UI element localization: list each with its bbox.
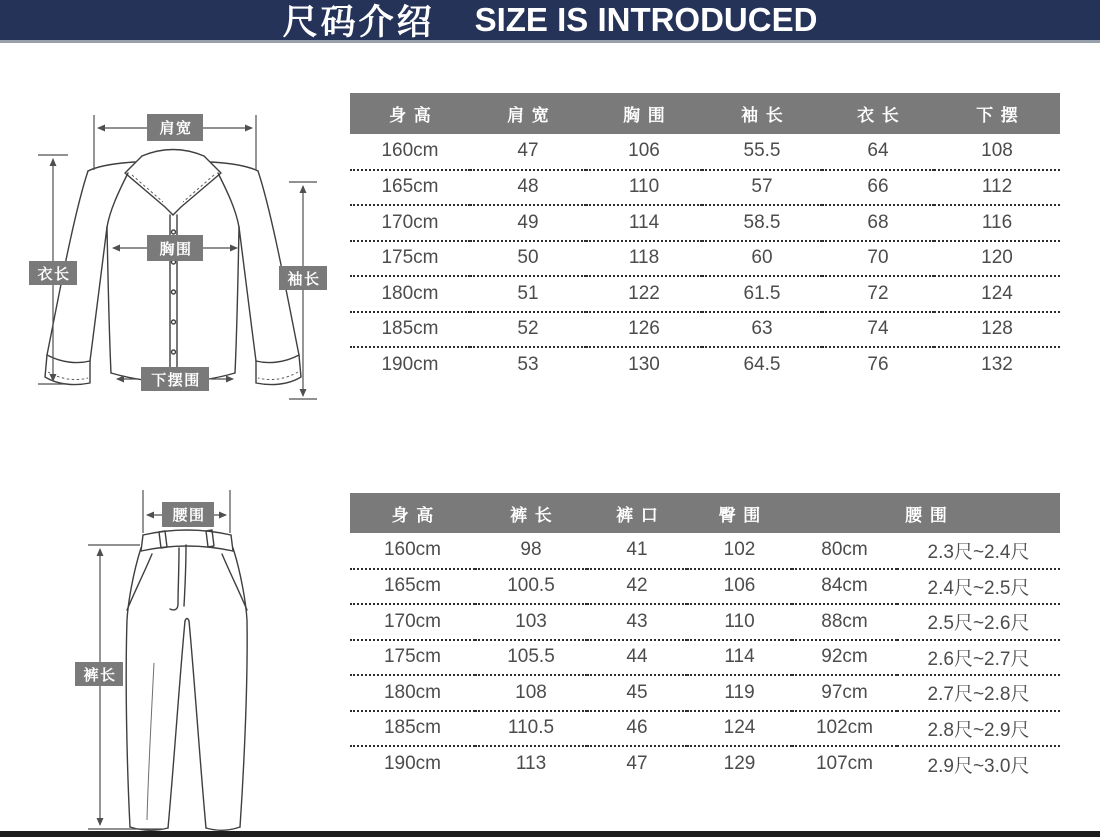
- pants-line-drawing: [0, 478, 350, 833]
- sleeve-length-label: 袖长: [287, 271, 321, 288]
- table-row: [350, 276, 1060, 312]
- table-cell: 180cm: [383, 681, 442, 703]
- table-cell: 49: [517, 211, 539, 233]
- table-cell: 175cm: [381, 247, 439, 269]
- col-header-pants-length: 裤长: [475, 493, 587, 533]
- table-cell: 170cm: [383, 610, 442, 632]
- table-cell: 114: [628, 211, 660, 233]
- table-cell: 50: [517, 247, 539, 269]
- table-cell: 105.5: [507, 646, 555, 668]
- table-cell: 53: [517, 354, 539, 376]
- page-title-english: SIZE IS INTRODUCED: [474, 1, 818, 38]
- table-cell: 47: [626, 753, 648, 775]
- col-header-hem: 下摆: [934, 93, 1060, 134]
- title-bar: [0, 0, 1100, 43]
- col-header-shoulder: 肩宽: [470, 93, 586, 134]
- table-cell: 102: [723, 539, 756, 561]
- shirt-line-drawing: [0, 55, 345, 420]
- table-cell: 120: [981, 247, 1013, 269]
- pants-size-table: [350, 493, 1060, 782]
- table-cell: 108: [515, 681, 547, 703]
- garment-length-label: 衣长: [37, 266, 71, 283]
- table-cell: 92cm: [821, 646, 868, 668]
- table-cell: 51: [517, 282, 539, 304]
- col-header-leg-opening: 裤口: [587, 493, 687, 533]
- shirt-table-body: [350, 134, 1060, 383]
- table-cell: 47: [517, 140, 539, 162]
- table-cell: 46: [626, 717, 648, 739]
- table-cell: 165cm: [381, 176, 439, 198]
- table-cell: 180cm: [381, 282, 439, 304]
- page-title-chinese: 尺码介绍: [282, 3, 435, 42]
- table-cell: 45: [626, 681, 648, 703]
- table-cell: 64.5: [743, 354, 781, 376]
- table-cell: 98: [520, 539, 542, 561]
- table-cell: 165cm: [383, 575, 442, 597]
- table-cell: 63: [751, 318, 773, 340]
- table-cell: 2.5尺~2.6尺: [927, 613, 1030, 635]
- table-row: [350, 205, 1060, 241]
- table-row: [350, 241, 1060, 277]
- table-cell: 106: [628, 140, 660, 162]
- col-header-hip: 臀围: [687, 493, 792, 533]
- table-row: [350, 533, 1060, 569]
- table-cell: 70: [867, 247, 889, 269]
- table-cell: 97cm: [821, 681, 868, 703]
- table-cell: 116: [981, 211, 1013, 233]
- table-cell: 72: [867, 282, 889, 304]
- table-cell: 2.8尺~2.9尺: [927, 719, 1030, 741]
- col-header-height: 身高: [350, 93, 470, 134]
- table-cell: 110: [628, 176, 660, 198]
- shirt-table-header: [350, 93, 1060, 134]
- table-cell: 41: [626, 539, 648, 561]
- table-cell: 66: [867, 176, 889, 198]
- table-cell: 114: [724, 646, 755, 668]
- pants-table-header: [350, 493, 1060, 533]
- table-cell: 84cm: [821, 575, 868, 597]
- table-cell: 107cm: [815, 753, 874, 775]
- table-cell: 122: [628, 282, 660, 304]
- table-cell: 175cm: [383, 646, 442, 668]
- table-row: [350, 347, 1060, 383]
- col-header-chest: 胸围: [586, 93, 702, 134]
- table-cell: 129: [723, 753, 756, 775]
- table-cell: 2.9尺~3.0尺: [927, 755, 1030, 777]
- table-cell: 2.3尺~2.4尺: [927, 541, 1030, 563]
- table-cell: 190cm: [383, 753, 442, 775]
- table-cell: 124: [723, 717, 756, 739]
- table-cell: 43: [626, 610, 648, 632]
- table-cell: 103: [515, 610, 547, 632]
- waist-label: 腰围: [172, 507, 206, 524]
- table-cell: 110: [724, 610, 755, 632]
- table-row: [350, 569, 1060, 605]
- table-cell: 60: [751, 247, 773, 269]
- table-cell: 74: [867, 318, 889, 340]
- pants-length-label: 裤长: [83, 667, 117, 684]
- pants-measurement-diagram: [0, 478, 350, 833]
- table-cell: 100.5: [507, 575, 555, 597]
- table-cell: 185cm: [381, 318, 439, 340]
- col-header-waist: 腰围: [792, 493, 1060, 533]
- table-cell: 170cm: [381, 211, 439, 233]
- table-cell: 44: [626, 646, 648, 668]
- table-cell: 108: [981, 140, 1013, 162]
- table-cell: 88cm: [821, 610, 868, 632]
- table-cell: 68: [867, 211, 889, 233]
- table-cell: 64: [867, 140, 889, 162]
- hem-label: 下摆围: [151, 372, 201, 389]
- table-row: [350, 746, 1060, 782]
- table-cell: 2.6尺~2.7尺: [927, 648, 1030, 670]
- table-cell: 55.5: [743, 140, 781, 162]
- bottom-divider-strip: [0, 831, 1100, 837]
- col-header-height: 身高: [350, 493, 475, 533]
- table-cell: 119: [724, 681, 755, 703]
- table-cell: 106: [723, 575, 756, 597]
- table-cell: 2.7尺~2.8尺: [927, 684, 1030, 706]
- table-cell: 76: [867, 354, 889, 376]
- shoulder-width-label: 肩宽: [159, 120, 193, 137]
- pants-table-body: [350, 533, 1060, 782]
- table-cell: 110.5: [507, 717, 555, 739]
- table-cell: 128: [981, 318, 1013, 340]
- table-cell: 113: [515, 753, 547, 775]
- table-cell: 126: [628, 318, 660, 340]
- table-cell: 118: [628, 247, 660, 269]
- table-row: [350, 604, 1060, 640]
- table-row: [350, 134, 1060, 170]
- table-cell: 160cm: [381, 140, 439, 162]
- table-cell: 42: [626, 575, 648, 597]
- table-cell: 48: [517, 176, 539, 198]
- table-row: [350, 312, 1060, 348]
- chest-label: 胸围: [159, 241, 193, 258]
- table-cell: 124: [981, 282, 1013, 304]
- table-cell: 102cm: [815, 717, 874, 739]
- table-cell: 132: [981, 354, 1013, 376]
- table-cell: 57: [751, 176, 773, 198]
- table-cell: 58.5: [743, 211, 781, 233]
- table-cell: 61.5: [743, 282, 781, 304]
- table-cell: 190cm: [381, 354, 439, 376]
- table-row: [350, 640, 1060, 676]
- table-cell: 130: [628, 354, 660, 376]
- shirt-size-table: [350, 93, 1060, 383]
- table-cell: 160cm: [383, 539, 442, 561]
- table-row: [350, 675, 1060, 711]
- col-header-sleeve: 袖长: [702, 93, 822, 134]
- table-row: [350, 711, 1060, 747]
- table-row: [350, 170, 1060, 206]
- table-cell: 52: [517, 318, 539, 340]
- table-cell: 112: [981, 176, 1013, 198]
- table-cell: 80cm: [821, 539, 868, 561]
- col-header-length: 衣长: [822, 93, 934, 134]
- table-cell: 2.4尺~2.5尺: [927, 577, 1030, 599]
- shirt-measurement-diagram: [0, 55, 345, 420]
- table-cell: 185cm: [383, 717, 442, 739]
